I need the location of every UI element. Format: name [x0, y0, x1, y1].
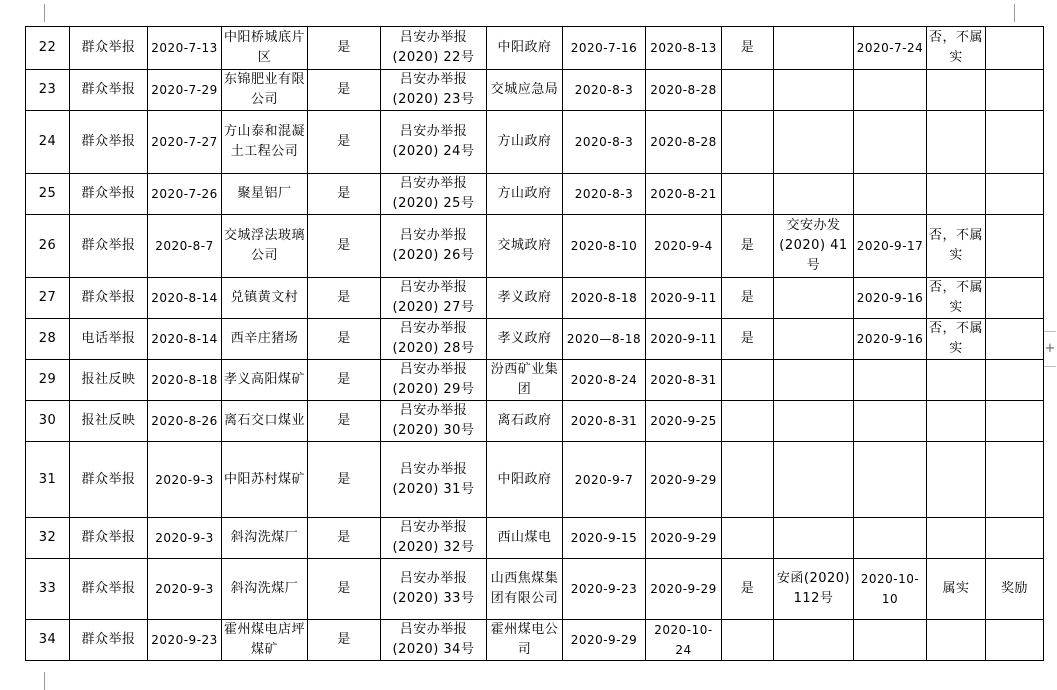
sent-date-cell: 2020-8-3	[563, 111, 646, 174]
row-number: 22	[26, 27, 70, 70]
table-row	[26, 215, 1044, 278]
due-date-cell: 2020-9-25	[646, 401, 722, 442]
document-number-cell: 吕安办举报(2020) 28号	[381, 319, 487, 360]
document-number-cell: 吕安办举报(2020) 27号	[381, 278, 487, 319]
table-body	[26, 27, 1044, 661]
reply-date-cell	[854, 620, 927, 661]
reward-cell	[986, 70, 1044, 111]
report-type-cell: 群众举报	[70, 442, 148, 518]
report-target-cell: 中阳桥城底片区	[222, 27, 308, 70]
document-number-cell: 吕安办举报(2020) 25号	[381, 174, 487, 215]
feedback-cell: 是	[722, 27, 774, 70]
reply-date-cell	[854, 401, 927, 442]
reply-document-cell	[774, 401, 854, 442]
handling-unit-cell: 山西焦煤集团有限公司	[487, 559, 563, 620]
document-number-cell: 吕安办举报(2020) 23号	[381, 70, 487, 111]
report-target-cell: 霍州煤电店坪煤矿	[222, 620, 308, 661]
report-type-cell: 群众举报	[70, 70, 148, 111]
sent-date-cell: 2020-7-16	[563, 27, 646, 70]
report-date-cell: 2020-8-18	[148, 360, 222, 401]
table-row	[26, 27, 1044, 70]
report-date-cell: 2020-7-27	[148, 111, 222, 174]
row-number: 28	[26, 319, 70, 360]
reply-date-cell	[854, 174, 927, 215]
add-column-handle-icon[interactable]: +	[1043, 331, 1056, 367]
report-type-cell: 报社反映	[70, 401, 148, 442]
sent-date-cell: 2020-8-31	[563, 401, 646, 442]
reply-document-cell	[774, 70, 854, 111]
sent-date-cell: 2020-8-3	[563, 70, 646, 111]
sent-date-cell: 2020-9-23	[563, 559, 646, 620]
report-date-cell: 2020-8-26	[148, 401, 222, 442]
document-number-cell: 吕安办举报(2020) 29号	[381, 360, 487, 401]
reply-date-cell	[854, 111, 927, 174]
report-type-cell: 群众举报	[70, 278, 148, 319]
feedback-cell	[722, 518, 774, 559]
accepted-cell: 是	[308, 174, 381, 215]
handling-unit-cell: 中阳政府	[487, 27, 563, 70]
verification-result-cell	[927, 442, 986, 518]
sent-date-cell: 2020—8-18	[563, 319, 646, 360]
reply-document-cell	[774, 111, 854, 174]
table-row	[26, 360, 1044, 401]
reply-date-cell: 2020-9-16	[854, 278, 927, 319]
document-number-cell: 吕安办举报(2020) 33号	[381, 559, 487, 620]
page-corner-mark-top-right	[1014, 4, 1015, 22]
reply-date-cell: 2020-10-10	[854, 559, 927, 620]
reward-cell	[986, 111, 1044, 174]
document-number-cell: 吕安办举报(2020) 22号	[381, 27, 487, 70]
reward-cell	[986, 360, 1044, 401]
handling-unit-cell: 方山政府	[487, 174, 563, 215]
handling-unit-cell: 霍州煤电公司	[487, 620, 563, 661]
table-row	[26, 174, 1044, 215]
report-target-cell: 兑镇黄文村	[222, 278, 308, 319]
page-corner-mark-top-left	[44, 4, 45, 22]
reward-cell	[986, 518, 1044, 559]
verification-result-cell	[927, 401, 986, 442]
reply-document-cell	[774, 319, 854, 360]
verification-result-cell: 否，不属实	[927, 27, 986, 70]
handling-unit-cell: 中阳政府	[487, 442, 563, 518]
reward-cell	[986, 174, 1044, 215]
report-date-cell: 2020-9-3	[148, 442, 222, 518]
due-date-cell: 2020-8-28	[646, 70, 722, 111]
reward-cell: 奖励	[986, 559, 1044, 620]
report-date-cell: 2020-9-23	[148, 620, 222, 661]
feedback-cell	[722, 401, 774, 442]
report-target-cell: 孝义高阳煤矿	[222, 360, 308, 401]
table-row	[26, 70, 1044, 111]
reply-date-cell	[854, 70, 927, 111]
due-date-cell: 2020-8-13	[646, 27, 722, 70]
due-date-cell: 2020-9-29	[646, 518, 722, 559]
accepted-cell: 是	[308, 111, 381, 174]
reply-document-cell	[774, 278, 854, 319]
due-date-cell: 2020-9-11	[646, 319, 722, 360]
report-type-cell: 群众举报	[70, 111, 148, 174]
due-date-cell: 2020-8-28	[646, 111, 722, 174]
accepted-cell: 是	[308, 620, 381, 661]
reply-date-cell	[854, 518, 927, 559]
report-type-cell: 群众举报	[70, 620, 148, 661]
table-row	[26, 401, 1044, 442]
feedback-cell	[722, 111, 774, 174]
accepted-cell: 是	[308, 559, 381, 620]
table-row	[26, 442, 1044, 518]
accepted-cell: 是	[308, 518, 381, 559]
reward-cell	[986, 27, 1044, 70]
verification-result-cell: 否，不属实	[927, 278, 986, 319]
handling-unit-cell: 交城应急局	[487, 70, 563, 111]
verification-result-cell	[927, 518, 986, 559]
verification-result-cell: 否，不属实	[927, 215, 986, 278]
reply-document-cell	[774, 518, 854, 559]
row-number: 26	[26, 215, 70, 278]
feedback-cell	[722, 620, 774, 661]
reward-cell	[986, 442, 1044, 518]
row-number: 29	[26, 360, 70, 401]
sent-date-cell: 2020-8-18	[563, 278, 646, 319]
report-type-cell: 群众举报	[70, 559, 148, 620]
feedback-cell: 是	[722, 215, 774, 278]
report-target-cell: 西辛庄猪场	[222, 319, 308, 360]
handling-unit-cell: 汾西矿业集团	[487, 360, 563, 401]
reply-date-cell	[854, 360, 927, 401]
verification-result-cell	[927, 620, 986, 661]
report-date-cell: 2020-7-29	[148, 70, 222, 111]
report-target-cell: 斜沟洗煤厂	[222, 559, 308, 620]
handling-unit-cell: 孝义政府	[487, 319, 563, 360]
table-row	[26, 559, 1044, 620]
feedback-cell: 是	[722, 278, 774, 319]
accepted-cell: 是	[308, 401, 381, 442]
due-date-cell: 2020-9-4	[646, 215, 722, 278]
report-date-cell: 2020-8-14	[148, 319, 222, 360]
row-number: 24	[26, 111, 70, 174]
reply-document-cell	[774, 620, 854, 661]
report-date-cell: 2020-8-7	[148, 215, 222, 278]
due-date-cell: 2020-8-21	[646, 174, 722, 215]
accepted-cell: 是	[308, 27, 381, 70]
row-number: 30	[26, 401, 70, 442]
handling-unit-cell: 孝义政府	[487, 278, 563, 319]
handling-unit-cell: 方山政府	[487, 111, 563, 174]
due-date-cell: 2020-8-31	[646, 360, 722, 401]
table-row	[26, 111, 1044, 174]
sent-date-cell: 2020-9-29	[563, 620, 646, 661]
report-target-cell: 中阳苏村煤矿	[222, 442, 308, 518]
table-row	[26, 620, 1044, 661]
reward-cell	[986, 620, 1044, 661]
reply-document-cell: 交安办发(2020) 41号	[774, 215, 854, 278]
sent-date-cell: 2020-8-10	[563, 215, 646, 278]
feedback-cell: 是	[722, 559, 774, 620]
due-date-cell: 2020-9-29	[646, 559, 722, 620]
handling-unit-cell: 交城政府	[487, 215, 563, 278]
accepted-cell: 是	[308, 319, 381, 360]
reply-document-cell	[774, 442, 854, 518]
report-type-cell: 群众举报	[70, 215, 148, 278]
verification-result-cell	[927, 111, 986, 174]
reply-date-cell: 2020-7-24	[854, 27, 927, 70]
verification-result-cell: 否，不属实	[927, 319, 986, 360]
page-corner-mark-bottom-left	[44, 672, 45, 690]
accepted-cell: 是	[308, 70, 381, 111]
report-type-cell: 群众举报	[70, 518, 148, 559]
report-target-cell: 离石交口煤业	[222, 401, 308, 442]
due-date-cell: 2020-9-11	[646, 278, 722, 319]
sent-date-cell: 2020-8-3	[563, 174, 646, 215]
accepted-cell: 是	[308, 360, 381, 401]
report-type-cell: 群众举报	[70, 174, 148, 215]
reply-date-cell: 2020-9-17	[854, 215, 927, 278]
row-number: 23	[26, 70, 70, 111]
document-number-cell: 吕安办举报(2020) 26号	[381, 215, 487, 278]
reward-cell	[986, 215, 1044, 278]
row-number: 32	[26, 518, 70, 559]
table-row	[26, 518, 1044, 559]
report-type-cell: 报社反映	[70, 360, 148, 401]
report-date-cell: 2020-9-3	[148, 518, 222, 559]
row-number: 27	[26, 278, 70, 319]
report-target-cell: 聚星铝厂	[222, 174, 308, 215]
document-number-cell: 吕安办举报(2020) 34号	[381, 620, 487, 661]
report-target-cell: 交城浮法玻璃公司	[222, 215, 308, 278]
document-number-cell: 吕安办举报(2020) 31号	[381, 442, 487, 518]
reply-date-cell: 2020-9-16	[854, 319, 927, 360]
reward-cell	[986, 278, 1044, 319]
accepted-cell: 是	[308, 278, 381, 319]
reward-cell	[986, 319, 1044, 360]
reply-document-cell: 安函(2020) 112号	[774, 559, 854, 620]
reward-cell	[986, 401, 1044, 442]
feedback-cell	[722, 70, 774, 111]
row-number: 25	[26, 174, 70, 215]
document-number-cell: 吕安办举报(2020) 32号	[381, 518, 487, 559]
reply-document-cell	[774, 360, 854, 401]
report-target-cell: 方山泰和混凝土工程公司	[222, 111, 308, 174]
feedback-cell	[722, 174, 774, 215]
feedback-cell	[722, 442, 774, 518]
accepted-cell: 是	[308, 215, 381, 278]
row-number: 31	[26, 442, 70, 518]
due-date-cell: 2020-10-24	[646, 620, 722, 661]
reply-document-cell	[774, 27, 854, 70]
feedback-cell	[722, 360, 774, 401]
sent-date-cell: 2020-9-15	[563, 518, 646, 559]
report-table	[25, 26, 1044, 661]
report-type-cell: 电话举报	[70, 319, 148, 360]
reply-date-cell	[854, 442, 927, 518]
table-row	[26, 319, 1044, 360]
row-number: 33	[26, 559, 70, 620]
handling-unit-cell: 西山煤电	[487, 518, 563, 559]
document-number-cell: 吕安办举报(2020) 30号	[381, 401, 487, 442]
sent-date-cell: 2020-8-24	[563, 360, 646, 401]
verification-result-cell	[927, 70, 986, 111]
report-type-cell: 群众举报	[70, 27, 148, 70]
report-date-cell: 2020-7-26	[148, 174, 222, 215]
feedback-cell: 是	[722, 319, 774, 360]
report-target-cell: 斜沟洗煤厂	[222, 518, 308, 559]
row-number: 34	[26, 620, 70, 661]
handling-unit-cell: 离石政府	[487, 401, 563, 442]
verification-result-cell	[927, 360, 986, 401]
verification-result-cell	[927, 174, 986, 215]
report-date-cell: 2020-9-3	[148, 559, 222, 620]
sent-date-cell: 2020-9-7	[563, 442, 646, 518]
report-date-cell: 2020-8-14	[148, 278, 222, 319]
accepted-cell: 是	[308, 442, 381, 518]
report-date-cell: 2020-7-13	[148, 27, 222, 70]
due-date-cell: 2020-9-29	[646, 442, 722, 518]
document-number-cell: 吕安办举报(2020) 24号	[381, 111, 487, 174]
table-row	[26, 278, 1044, 319]
report-target-cell: 东锦肥业有限公司	[222, 70, 308, 111]
reply-document-cell	[774, 174, 854, 215]
verification-result-cell: 属实	[927, 559, 986, 620]
